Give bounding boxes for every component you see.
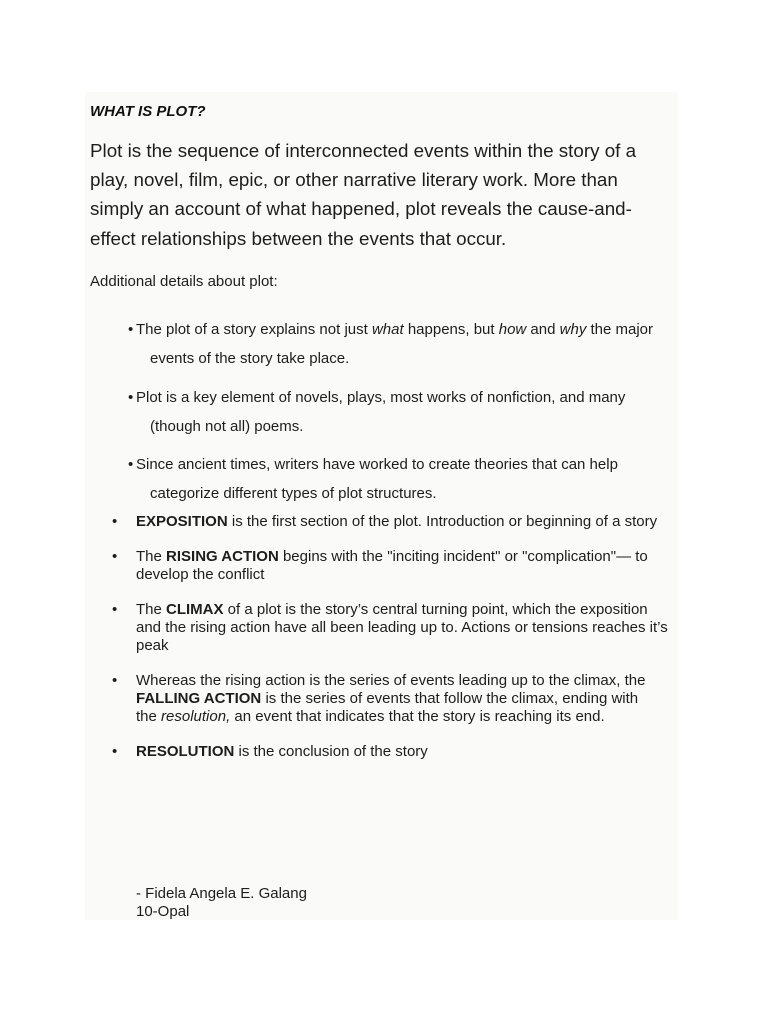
text-run: The plot of a story explains not just [136,321,372,338]
detail-item [0,450,668,508]
plot-element-item [0,743,700,761]
emphasized-text: what [371,321,404,338]
bullet-icon: • [112,671,118,689]
plot-element-item [0,548,700,584]
key-term: CLIMAX [166,601,224,619]
emphasized-text: resolution, [161,707,231,725]
text-line [136,672,700,690]
text-run: The [136,548,167,566]
bullet-icon: • [128,388,134,406]
plot-element-item [0,601,700,654]
text-run: peak [136,636,169,654]
text-run: of a plot is the story’s central turning point, which the exposition [223,601,648,619]
text-run: is the series of events that follow the climax, ending with [261,689,639,707]
text-run: happens, but [403,321,499,338]
plot-element-item [0,513,700,531]
text-line [136,566,700,584]
bullet-icon: • [112,601,118,619]
detail-item [0,315,668,373]
key-term: RESOLUTION [136,742,235,760]
text-run: an event that indicates that the story is reaching its end. [230,707,605,725]
bullet-icon: • [112,548,118,566]
plot-elements-list [0,513,700,778]
text-line [136,513,700,531]
signature [136,885,307,921]
text-run: is the conclusion of the story [234,742,428,760]
detail-item [0,383,668,441]
text-run: and [526,321,560,338]
text-run: and the rising action have all been leading up to. Actions or tensions reaches it’s [136,618,668,636]
bullet-icon: • [112,742,118,760]
text-run: Whereas the rising action is the series of events leading up to the climax, the [136,671,646,689]
emphasized-text: why [559,321,587,338]
text-line [136,743,700,761]
author-name: - Fidela Angela E. Galang [136,885,307,902]
text-run: the major events of the story take place. [150,321,654,367]
intro-paragraph: Plot is the sequence of interconnected events within the story of a play, novel, film, epic, or other narrative literary work. More than simply an account of what happened, plot reveals the cause-and-effect relationships between the events that occur. [90,140,637,249]
key-term: EXPOSITION [136,513,228,530]
text-run: begins with the "inciting incident" or "complication"— to [278,548,648,566]
details-label: Additional details about plot: [90,273,278,290]
text-run: Plot is a key element of novels, plays, most works of nonfiction, and many (though not all) poems. [136,388,626,435]
text-line [136,708,700,726]
bullet-icon: • [112,513,118,530]
text-run: Since ancient times, writers have worked to create theories that can help categorize different types of plot structures. [136,456,618,502]
text-run: is the first section of the plot. Introduction or beginning of a story [227,513,658,530]
plot-element-item [0,672,700,725]
emphasized-text: how [498,321,527,338]
bullet-icon: • [128,321,134,338]
text-line [136,548,700,566]
text-run: The [136,601,167,619]
text-line [136,601,700,619]
author-section: 10-Opal [136,903,190,920]
page-title: WHAT IS PLOT? [90,103,206,120]
details-list [0,315,668,518]
text-run: the [136,707,162,725]
text-line [136,690,700,708]
text-run: develop the conflict [136,565,265,583]
text-line [136,619,700,637]
text-line [136,637,700,655]
key-term: RISING ACTION [166,548,279,566]
key-term: FALLING ACTION [136,689,262,707]
bullet-icon: • [128,456,134,473]
